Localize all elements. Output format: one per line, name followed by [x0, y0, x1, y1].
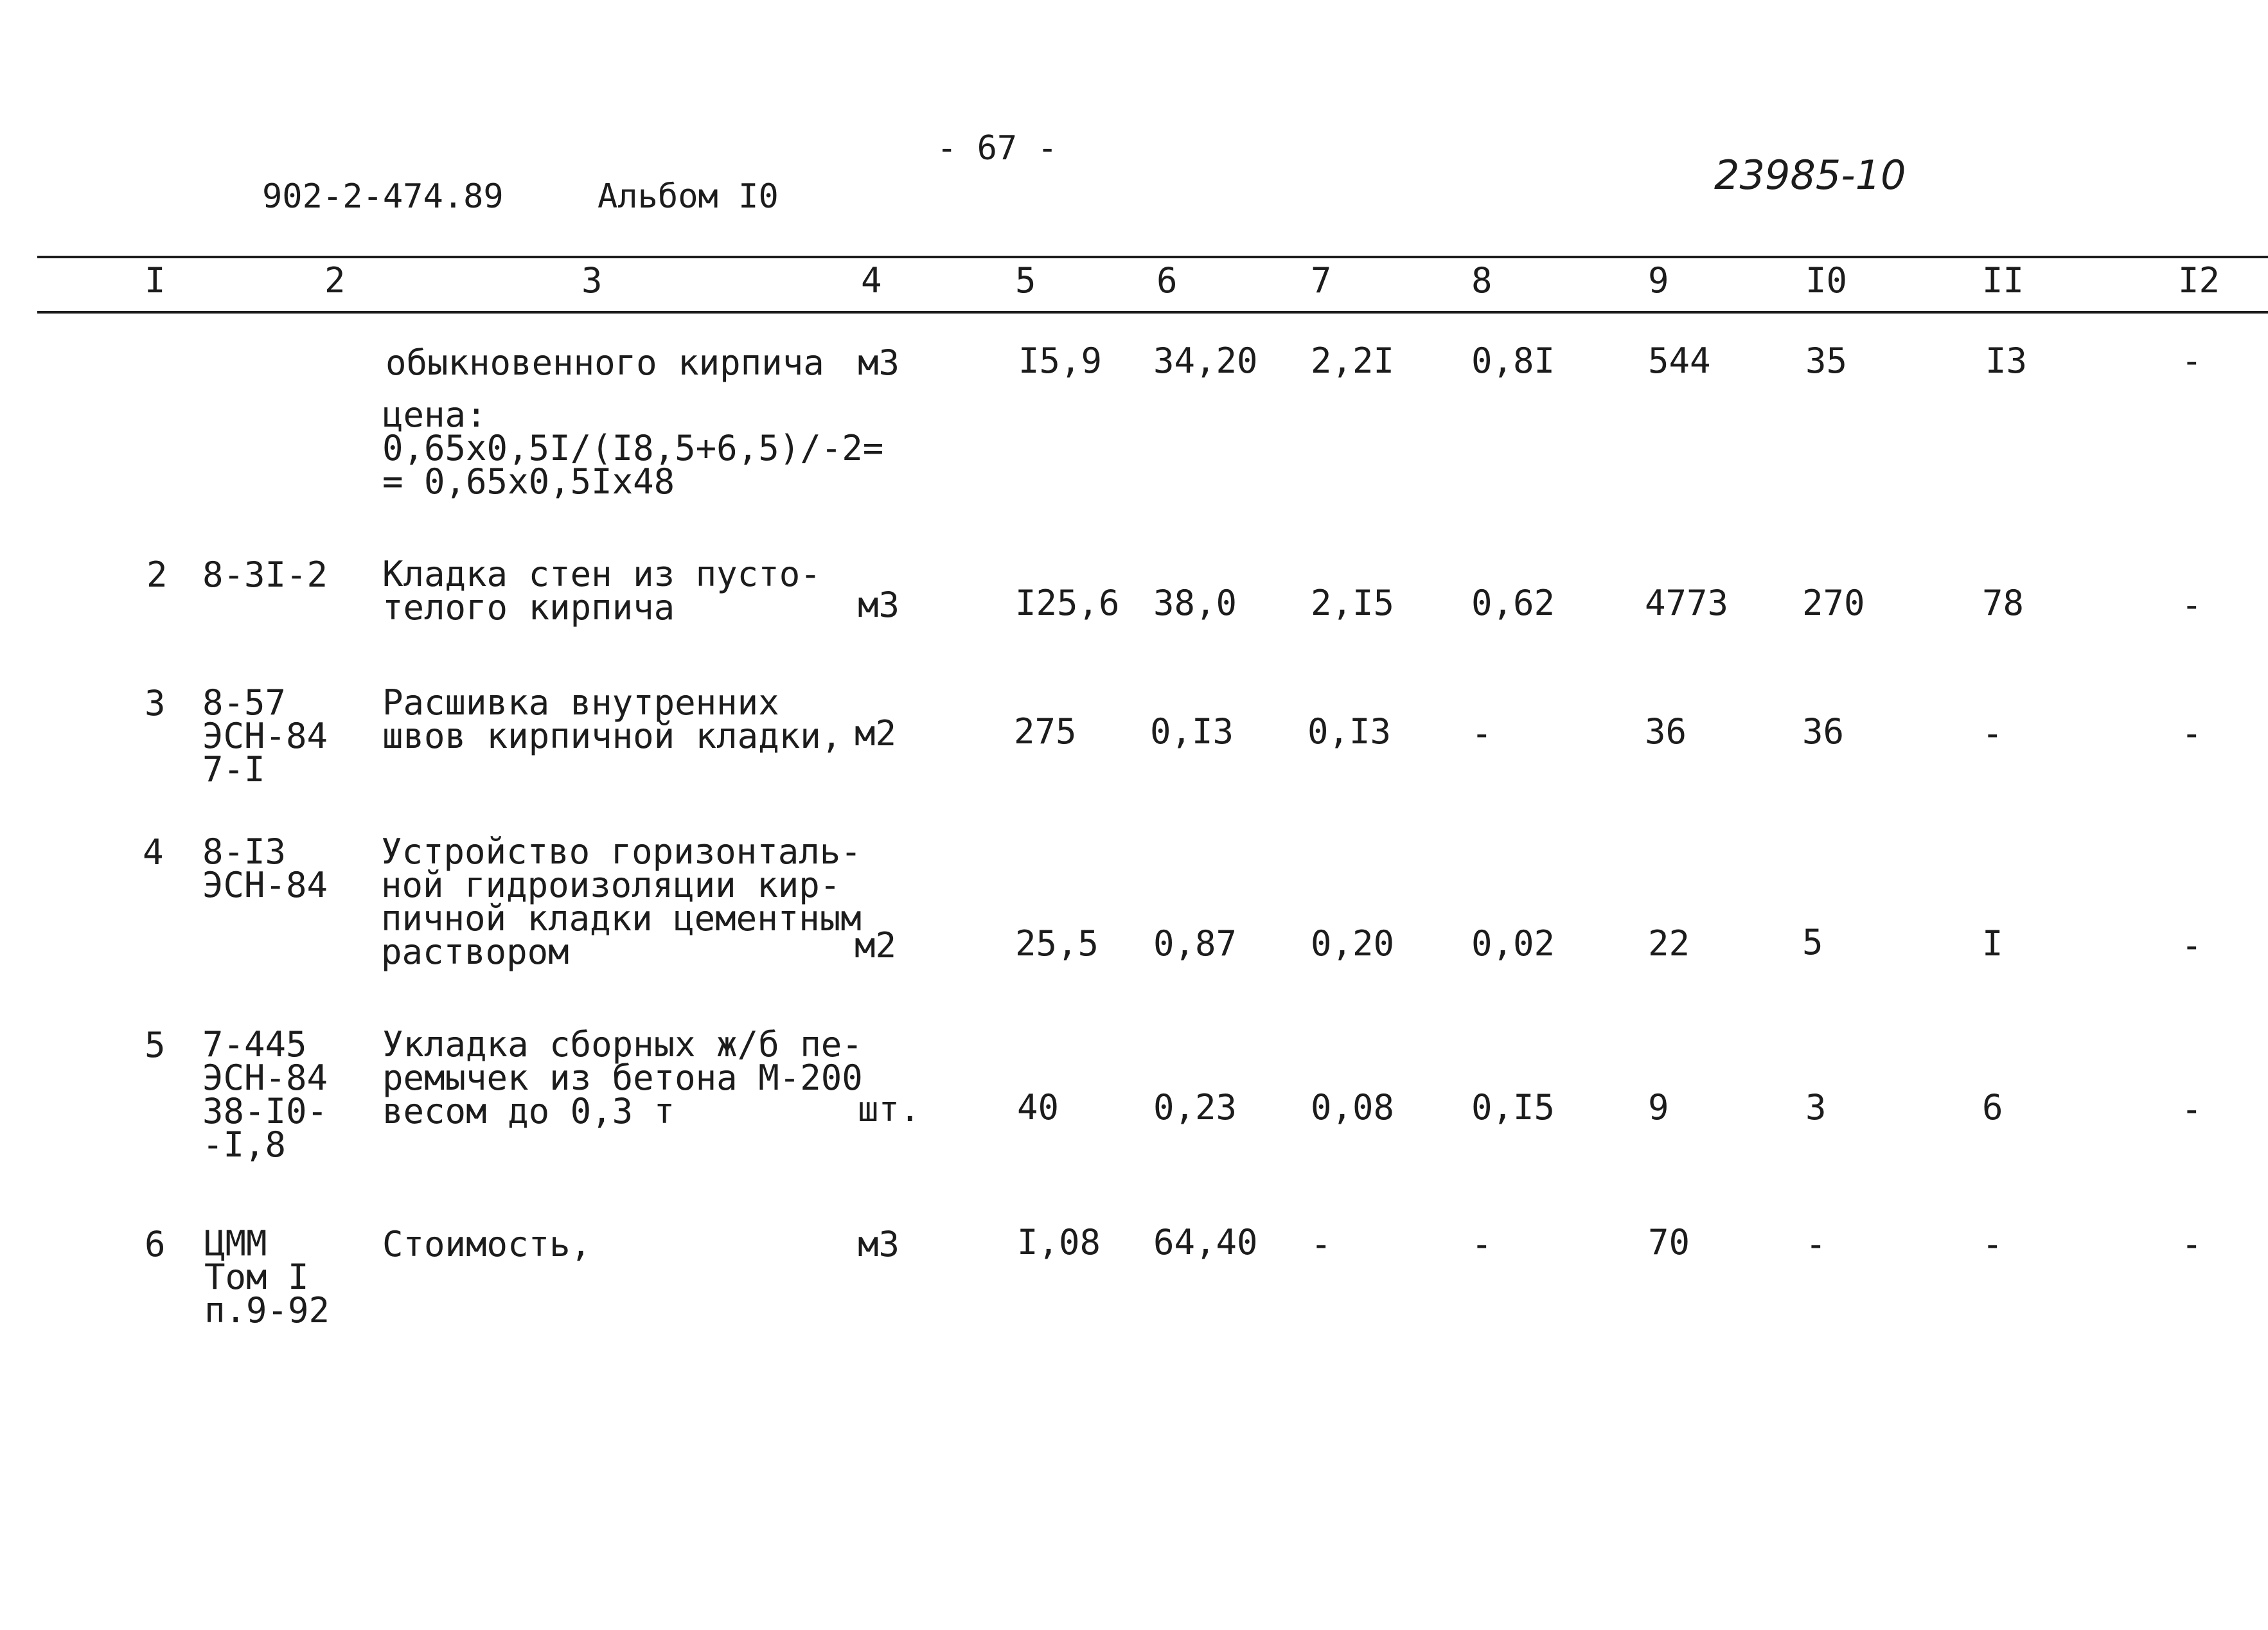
column-header: I — [145, 260, 166, 301]
cell-col9: 4773 — [1645, 583, 1729, 623]
cell-col6: 0,87 — [1153, 923, 1237, 964]
cell-col6: 0,23 — [1153, 1087, 1237, 1128]
cell-col9: 9 — [1648, 1087, 1669, 1128]
cell-col7: 0,I3 — [1307, 711, 1392, 752]
table-header-rule — [37, 311, 2268, 314]
column-header: 7 — [1311, 260, 1332, 301]
cell-col9: 36 — [1645, 711, 1687, 752]
cell-col5: I25,6 — [1015, 583, 1120, 623]
unit: шт. — [858, 1089, 921, 1129]
norm-code: 7-445 ЭСН-84 38-I0- -I,8 — [202, 1024, 328, 1165]
norm-code: ЦММ Том I п.9-92 — [204, 1223, 330, 1331]
cell-col8: 0,02 — [1471, 923, 1555, 964]
work-description: Укладка сборных ж/б пе- ремычек из бетона М-200 весом до 0,3 т — [382, 1024, 863, 1131]
cell-col5: 40 — [1017, 1087, 1059, 1128]
row-number: 3 — [145, 683, 166, 723]
cell-col5: I,08 — [1017, 1222, 1101, 1262]
cell-col10: 36 — [1802, 711, 1845, 752]
cell-col7: 2,I5 — [1311, 583, 1395, 623]
work-description: обыкновенного кирпича — [385, 342, 824, 383]
document-code: 902-2-474.89 — [262, 177, 504, 216]
cell-col6: 34,20 — [1153, 341, 1258, 381]
work-description: Устройство горизонталь- ной гидроизоляции кир- пичной кладки цементным раствором — [381, 831, 862, 972]
cell-col10: - — [1805, 1224, 1827, 1264]
norm-code: 8-3I-2 — [202, 554, 328, 595]
cell-col10: 5 — [1802, 922, 1823, 962]
cell-col6: 38,0 — [1153, 583, 1237, 623]
norm-code: 8-57 ЭСН-84 7-I — [202, 682, 328, 790]
cell-col7: - — [1311, 1224, 1332, 1264]
cell-col10: 3 — [1805, 1087, 1827, 1128]
cell-col12: - — [2181, 925, 2202, 966]
cell-col11: 78 — [1982, 583, 2024, 623]
cell-col8: 0,I5 — [1471, 1087, 1555, 1128]
column-header: 3 — [581, 260, 603, 301]
cell-col7: 2,2I — [1311, 341, 1395, 381]
unit: м2 — [855, 925, 897, 966]
cell-col10: 270 — [1802, 583, 1865, 623]
column-header: 8 — [1471, 260, 1493, 301]
cell-col5: I5,9 — [1018, 341, 1103, 381]
cell-col9: 70 — [1648, 1222, 1690, 1262]
table-top-rule — [37, 256, 2268, 258]
cell-col11: I3 — [1985, 341, 2028, 381]
column-header: 9 — [1648, 260, 1669, 301]
cell-col8: - — [1471, 1224, 1493, 1264]
price-note: цена: 0,65х0,5I/(I8,5+6,5)/-2= = 0,65х0,5Iх48 — [382, 394, 884, 502]
cell-col5: 25,5 — [1015, 923, 1099, 964]
unit: м3 — [858, 342, 900, 383]
unit: м3 — [858, 585, 900, 625]
cell-col9: 22 — [1648, 923, 1690, 964]
cell-col8: 0,62 — [1471, 583, 1555, 623]
column-header: 2 — [324, 260, 346, 301]
inventory-stamp: 23985-10 — [1714, 152, 1906, 199]
cell-col9: 544 — [1648, 341, 1711, 381]
cell-col11: 6 — [1982, 1087, 2003, 1128]
cell-col12: - — [2181, 585, 2202, 625]
unit: м3 — [858, 1224, 900, 1264]
work-description: Кладка стен из пусто- телого кирпича — [382, 554, 821, 628]
row-number: 4 — [143, 832, 164, 873]
cell-col7: 0,08 — [1311, 1087, 1395, 1128]
column-header: 4 — [861, 260, 882, 301]
cell-col8: 0,8I — [1471, 341, 1555, 381]
work-description: Стоимость, — [382, 1224, 592, 1264]
cell-col11: - — [1982, 713, 2003, 754]
row-number: 5 — [145, 1025, 166, 1065]
cell-col11: - — [1982, 1224, 2003, 1264]
row-number: 6 — [145, 1224, 166, 1264]
cell-col8: - — [1471, 713, 1493, 754]
cell-col12: - — [2181, 713, 2202, 754]
cell-col10: 35 — [1805, 341, 1848, 381]
cell-col12: - — [2181, 341, 2202, 381]
album-label: Альбом I0 — [598, 177, 779, 216]
column-header: II — [1982, 260, 2024, 301]
column-header: I2 — [2178, 260, 2220, 301]
row-number: 2 — [146, 554, 168, 595]
page-number: - 67 - — [937, 129, 1058, 168]
cell-col6: 64,40 — [1153, 1222, 1258, 1262]
cell-col7: 0,20 — [1311, 923, 1395, 964]
column-header: 6 — [1156, 260, 1178, 301]
work-description: Расшивка внутренних швов кирпичной кладки, — [382, 682, 842, 756]
norm-code: 8-I3 ЭСН-84 — [202, 831, 328, 905]
column-header: I0 — [1805, 260, 1848, 301]
cell-col12: - — [2181, 1224, 2202, 1264]
cell-col12: - — [2181, 1089, 2202, 1129]
column-header: 5 — [1015, 260, 1036, 301]
unit: м2 — [855, 713, 897, 754]
cell-col5: 275 — [1014, 711, 1077, 752]
cell-col6: 0,I3 — [1150, 711, 1234, 752]
cell-col11: I — [1982, 923, 2003, 964]
